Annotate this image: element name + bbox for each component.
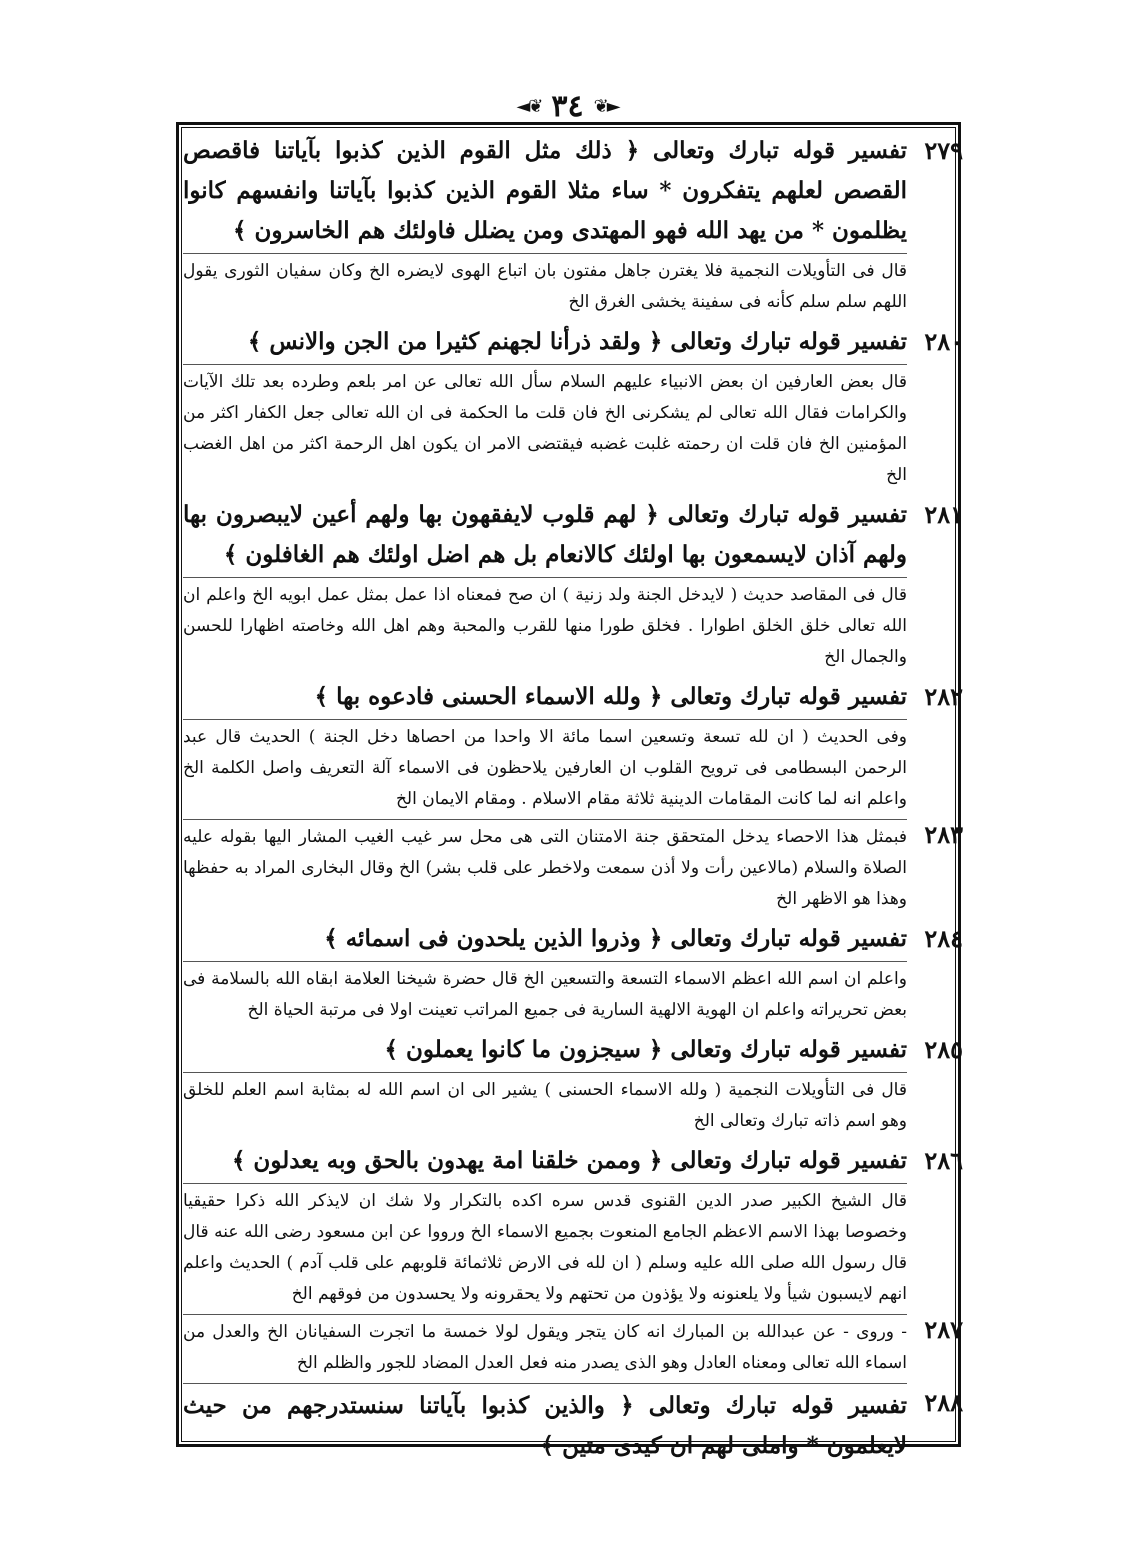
entry-heading: تفسير قوله تبارك وتعالى ﴿ وذروا الذين يلحدون فى اسمائه ﴾ — [324, 925, 907, 952]
header-ornament-right: ❦► — [593, 95, 619, 117]
entry-commentary: قال الشيخ الكبير صدر الدين القنوى قدس سره اكده بالتكرار ولا شك ان لايذكر الله ذكرا حقيقيا وخصوصا بهذا الاسم الاعظم الجامع المنعوت بجميع الاسماء الخ ورووا عن ابن مسعود رضى الله عنه قال قال رسول الله صلى الله عليه وسلم ( ان لله فى الارض ثلاثمائة قلوبهم على قلب آدم ) الحديث واعلم انهم لايسبون شيأ ولا يلعنونه ولا يؤذون من تحتهم ولا يحقرونه ولا يحسدون من فوقهم الخ — [183, 1183, 907, 1310]
entry-heading: تفسير قوله تبارك وتعالى ﴿ سيجزون ما كانوا يعملون ﴾ — [384, 1036, 907, 1063]
entry-commentary: واعلم ان اسم الله اعظم الاسماء التسعة والتسعين الخ قال حضرة شيخنا العلامة ابقاه الله بالسلامة فى بعض تحريراته واعلم ان الهوية الالهية السارية فى جميع المراتب تعينت اولا فى مرتبة الحياة الخ — [183, 961, 907, 1026]
entry-281 — [183, 495, 963, 673]
entry-285 — [183, 1030, 963, 1137]
entry-283 — [183, 819, 963, 915]
entry-282 — [183, 677, 963, 815]
entry-number: ٢٨٠ — [924, 327, 963, 356]
entry-heading: تفسير قوله تبارك وتعالى ﴿ وممن خلقنا امة يهدون بالحق وبه يعدلون ﴾ — [231, 1147, 907, 1174]
entry-number: ٢٧٩ — [924, 136, 963, 165]
entry-commentary: وفى الحديث ( ان لله تسعة وتسعين اسما مائة الا واحدا من احصاها دخل الجنة ) الحديث قال عبد الرحمن البسطامى فى ترويح القلوب ان العارفين يلاحظون فى الاسماء آلة التعريف واصل الكلمة الخ واعلم انه لما كانت المقامات الدينية ثلاثة مقام الاسلام . ومقام الايمان الخ — [183, 719, 907, 815]
header-ornament-left: ◄❦ — [516, 95, 542, 117]
entry-commentary: فبمثل هذا الاحصاء يدخل المتحقق جنة الامتنان التى هى محل سر غيب الغيب المشار اليها بقوله عليه الصلاة والسلام (مالاعين رأت ولا أذن سمعت ولاخطر على قلب بشر) الخ وقال البخارى المراد به حفظها وهذا هو الاظهر الخ — [183, 827, 907, 909]
section-divider — [183, 819, 907, 820]
entry-279 — [183, 131, 963, 318]
entry-commentary: قال بعض العارفين ان بعض الانبياء عليهم السلام سأل الله تعالى عن امر بلعم وطرده بعد تلك الآيات والكرامات فقال الله تعالى لم يشكرنى الخ فان قلت ما الحكمة فى ان الله تعالى جعل الكفار اكثر من المؤمنين الخ فان قلت ان رحمته غلبت غضبه فيقتضى الامر ان يكون اهل الرحمة اكثر من اهل الغضب الخ — [183, 364, 907, 491]
page-number: ٣٤ — [551, 88, 584, 124]
entry-284 — [183, 919, 963, 1026]
entry-commentary: - وروى - عن عبدالله بن المبارك انه كان يتجر ويقول لولا خمسة ما اتجرت السفيانان الخ والعدل من اسماء الله تعالى ومعناه العادل وهو الذى يصدر منه فعل العدل المضاد للجور والظلم الخ — [183, 1322, 907, 1373]
entry-286 — [183, 1141, 963, 1310]
entry-number: ٢٨٤ — [924, 924, 963, 953]
entry-287 — [183, 1314, 963, 1379]
entry-commentary: قال فى المقاصد حديث ( لايدخل الجنة ولد زنية ) ان صح فمعناه اذا عمل بمثل عمل ابويه الخ واعلم ان الله تعالى خلق الخلق اطوارا . فخلق طورا منها للقرب والمحبة وهم اهل الله وخاصته اظهارا للحسن والجمال الخ — [183, 577, 907, 673]
page-header — [0, 86, 1135, 126]
entry-number: ٢٨٣ — [924, 820, 963, 849]
section-divider — [183, 1314, 907, 1315]
entry-heading: تفسير قوله تبارك وتعالى ﴿ لهم قلوب لايفقهون بها ولهم أعين لايبصرون بها ولهم آذان لايسمعون بها اولئك كالانعام بل هم اضل اولئك هم الغافلون ﴾ — [183, 501, 907, 568]
entry-number: ٢٨٧ — [924, 1315, 963, 1344]
entry-number: ٢٨١ — [924, 500, 963, 529]
entry-number: ٢٨٥ — [924, 1035, 963, 1064]
entry-commentary: قال فى التأويلات النجمية فلا يغترن جاهل مفتون بان اتباع الهوى لايضره الخ وكان سفيان الثورى يقول اللهم سلم سلم كأنه فى سفينة يخشى الغرق الخ — [183, 253, 907, 318]
entry-number: ٢٨٨ — [924, 1388, 963, 1417]
entry-number: ٢٨٢ — [924, 682, 963, 711]
entry-heading: تفسير قوله تبارك وتعالى ﴿ ولقد ذرأنا لجهنم كثيرا من الجن والانس ﴾ — [247, 328, 907, 355]
entry-heading: تفسير قوله تبارك وتعالى ﴿ ولله الاسماء الحسنى فادعوه بها ﴾ — [314, 683, 907, 710]
entry-commentary: قال فى التأويلات النجمية ( ولله الاسماء الحسنى ) يشير الى ان اسم الله له بمثابة اسم العلم للخلق وهو اسم ذاته تبارك وتعالى الخ — [183, 1072, 907, 1137]
page-content — [183, 131, 963, 1459]
entry-heading: تفسير قوله تبارك وتعالى ﴿ ذلك مثل القوم الذين كذبوا بآياتنا فاقصص القصص لعلهم يتفكرون * ساء مثلا القوم الذين كذبوا بآياتنا وانفسهم كانوا يظلمون * من يهد الله فهو المهتدى ومن يضلل فاولئك هم الخاسرون ﴾ — [183, 137, 907, 244]
section-divider — [183, 1383, 907, 1384]
entry-heading: تفسير قوله تبارك وتعالى ﴿ والذين كذبوا بآياتنا سنستدرجهم من حيث لايعلمون * واملى لهم ان كيدى متين ﴾ — [183, 1392, 907, 1459]
entry-number: ٢٨٦ — [924, 1146, 963, 1175]
entry-280 — [183, 322, 963, 491]
entry-288 — [183, 1383, 963, 1466]
